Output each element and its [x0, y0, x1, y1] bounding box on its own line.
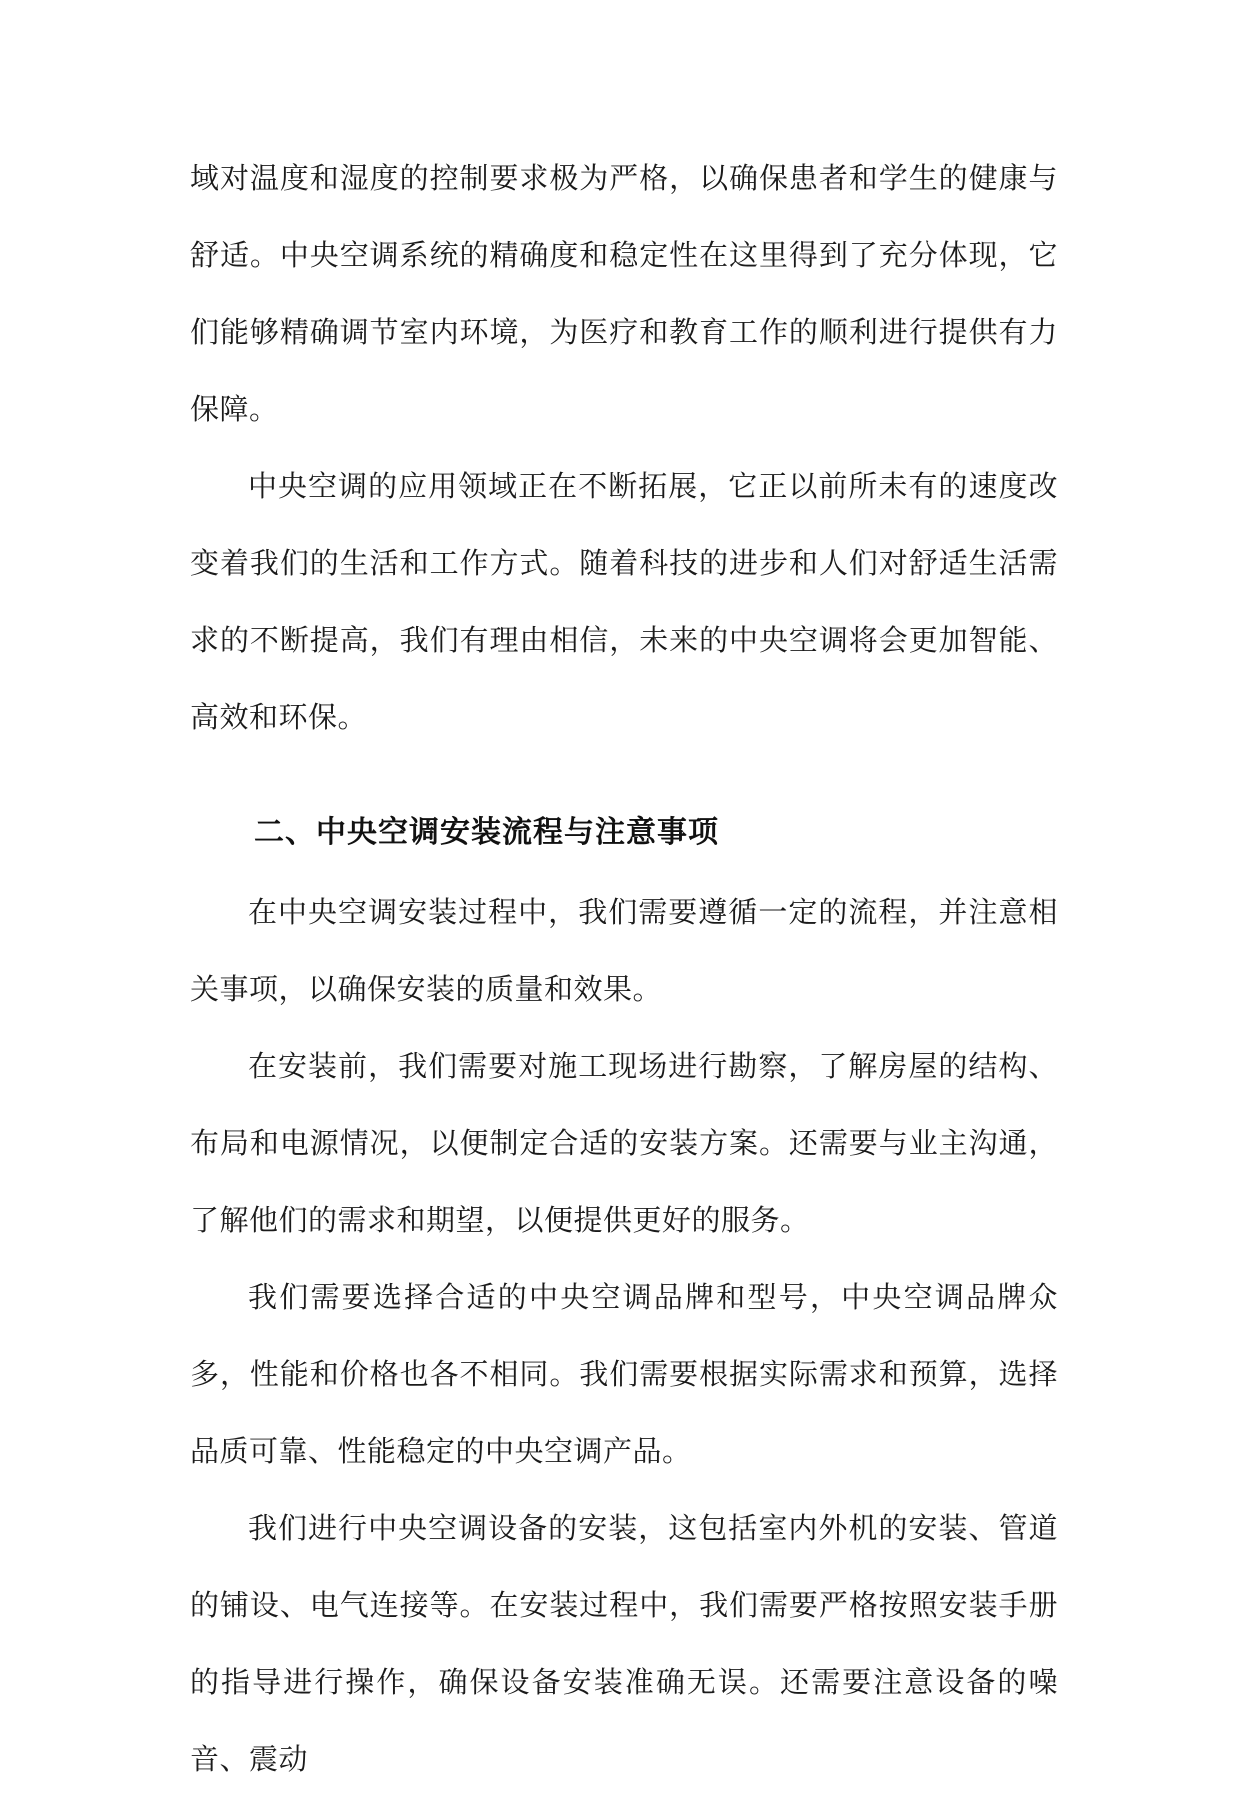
section-heading: 二、中央空调安装流程与注意事项 — [254, 815, 719, 850]
paragraph-5: 我们需要选择合适的中央空调品牌和型号，中央空调品牌众多，性能和价格也各不相同。我们需要根据实际需求和预算，选择品质可靠、性能稳定的中央空调产品。 — [190, 1280, 1058, 1468]
document-body — [190, 140, 1058, 1798]
paragraph-4: 在安装前，我们需要对施工现场进行勘察，了解房屋的结构、布局和电源情况，以便制定合适的安装方案。还需要与业主沟通，了解他们的需求和期望，以便提供更好的服务。 — [190, 1049, 1058, 1237]
paragraph-6: 我们进行中央空调设备的安装，这包括室内外机的安装、管道的铺设、电气连接等。在安装过程中，我们需要严格按照安装手册的指导进行操作，确保设备安装准确无误。还需要注意设备的噪音、震动 — [190, 1511, 1058, 1776]
paragraph-2: 中央空调的应用领域正在不断拓展，它正以前所未有的速度改变着我们的生活和工作方式。随着科技的进步和人们对舒适生活需求的不断提高，我们有理由相信，未来的中央空调将会更加智能、高效和环保。 — [190, 469, 1058, 734]
paragraph-1: 域对温度和湿度的控制要求极为严格，以确保患者和学生的健康与舒适。中央空调系统的精确度和稳定性在这里得到了充分体现，它们能够精确调节室内环境，为医疗和教育工作的顺利进行提供有力保障。 — [190, 161, 1058, 426]
paragraph-3: 在中央空调安装过程中，我们需要遵循一定的流程，并注意相关事项，以确保安装的质量和效果。 — [190, 895, 1058, 1006]
